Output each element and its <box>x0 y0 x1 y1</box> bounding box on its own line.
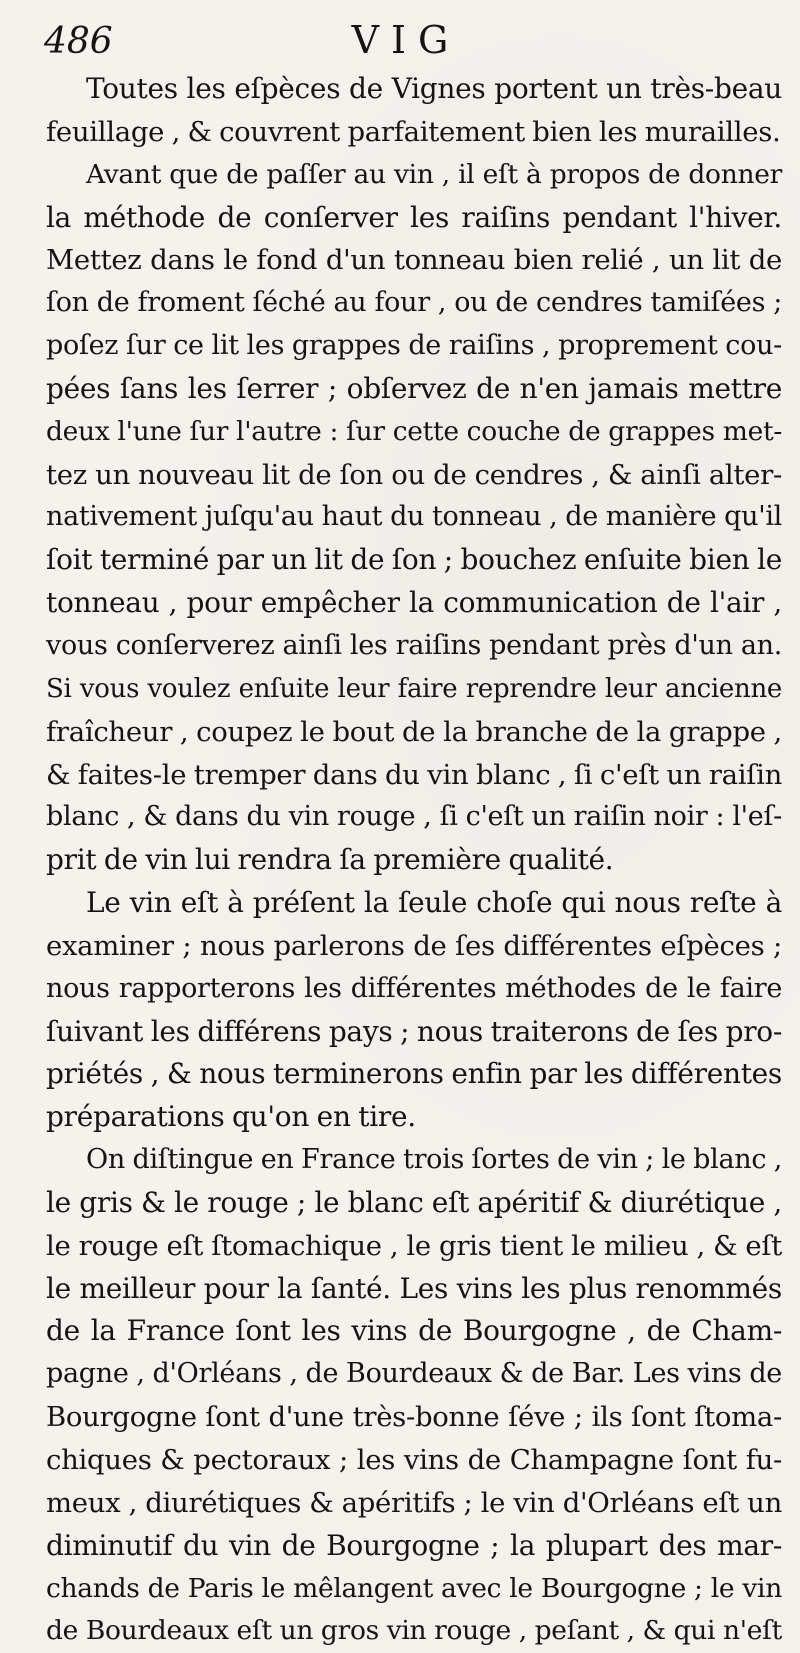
running-title: VIG <box>351 18 461 62</box>
text-line: pées ſans les ſerrer ; obſervez de n'en jamais mettre <box>46 371 782 405</box>
text-line: nativement juſqu'au haut du tonneau , de manière qu'il <box>46 501 782 533</box>
text-line: pagne , d'Orléans , de Bourdeaux & de Bar. Les vins de <box>46 1358 782 1390</box>
text-line: la méthode de conſerver les raiſins pendant l'hiver. <box>46 200 782 234</box>
text-line: ſoit terminé par un lit de ſon ; bouchez enſuite bien le <box>46 543 782 577</box>
text-line: Avant que de paſſer au vin , il eſt à propos de donner <box>86 158 782 190</box>
text-line: feuillage , & couvrent parfaitement bien les murailles. <box>46 115 781 148</box>
text-line: examiner ; nous parlerons de ſes différentes eſpèces ; <box>46 929 782 962</box>
text-line: de la France ſont les vins de Bourgogne , de Cham- <box>46 1314 782 1348</box>
text-line: le rouge eſt ſtomachique , le gris tient le milieu , & eſt <box>46 1229 782 1262</box>
text-line: deux l'une ſur l'autre : ſur cette couche de grappes met- <box>46 415 782 447</box>
body-text <box>46 68 782 1653</box>
text-line: Le vin eſt à préſent la ſeule choſe qui nous reſte à <box>86 886 782 920</box>
text-line: Si vous voulez enſuite leur faire reprendre leur ancienne <box>46 673 782 704</box>
text-line: le gris & le rouge ; le blanc eſt apéritif & diurétique , <box>46 1185 782 1219</box>
text-line: nous rapporterons les différentes méthodes de le faire <box>46 972 782 1004</box>
text-line: blanc , & dans du vin rouge , ſi c'eſt un raiſin noir : l'eſ- <box>46 801 782 833</box>
text-line: Toutes les eſpèces de Vignes portent un très-beau <box>86 72 782 105</box>
text-line: de Bourdeaux eſt un gros vin rouge , peſant , & qui n'eſt <box>46 1615 782 1647</box>
text-line: chiques & pectoraux ; les vins de Champagne ſont fu- <box>46 1444 782 1476</box>
text-line: & faites-le tremper dans du vin blanc , ſi c'eſt un raiſin <box>46 758 782 791</box>
text-line: préparations qu'on en tire. <box>46 1100 416 1134</box>
text-line: chands de Paris le mêlangent avec le Bourgogne ; le vin <box>46 1572 782 1604</box>
text-line: fraîcheur , coupez le bout de la branche de la grappe , <box>46 715 782 748</box>
text-line: meux , diurétiques & apéritifs ; le vin d'Orléans eſt un <box>46 1486 782 1519</box>
text-line: diminutif du vin de Bourgogne ; la plupart des mar- <box>46 1528 782 1562</box>
text-line: ſuivant les différens pays ; nous traiterons de ſes pro- <box>46 1014 782 1048</box>
text-line: vous conſerverez ainſi les raiſins pendant près d'un an. <box>46 629 782 661</box>
text-line: tonneau , pour empêcher la communication de l'air , <box>46 586 782 620</box>
text-line: Mettez dans le fond d'un tonneau bien relié , un lit de <box>46 244 782 277</box>
text-line: prit de vin lui rendra ſa première qualité. <box>46 843 614 877</box>
page-number: 486 <box>44 21 113 62</box>
text-line: tez un nouveau lit de ſon ou de cendres , & ainſi alter- <box>46 458 782 491</box>
text-line: On diſtingue en France trois ſortes de vin ; le blanc , <box>86 1144 782 1176</box>
text-line: poſez ſur ce lit les grappes de raiſins , proprement cou- <box>46 330 782 362</box>
text-line: ſon de froment ſéché au four , ou de cendres tamiſées ; <box>46 287 782 319</box>
text-line: priétés , & nous terminerons enfin par les différentes <box>46 1057 782 1091</box>
text-line: le meilleur pour la ſanté. Les vins les plus renommés <box>46 1271 782 1305</box>
text-line: Bourgogne ſont d'une très-bonne ſéve ; ils ſont ſtoma- <box>46 1401 782 1434</box>
